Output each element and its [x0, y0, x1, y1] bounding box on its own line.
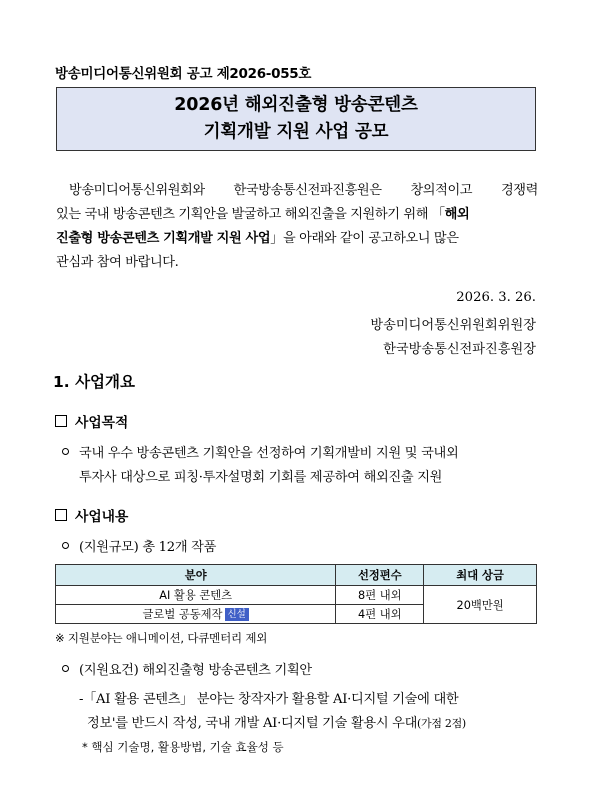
circle-bullet-icon: [62, 448, 69, 455]
program-name: 진출형 방송콘텐츠 기획개발 지원 사업: [56, 231, 271, 246]
signature-org-1: 방송미디어통신위원회위원장: [370, 318, 536, 333]
header-count: 선정편수: [336, 565, 424, 586]
title-box: [56, 87, 536, 151]
intro-bold: 해외: [444, 207, 470, 222]
support-table: [55, 564, 537, 624]
purpose-heading-label: 사업목적: [75, 415, 129, 431]
purpose-heading: [55, 411, 128, 431]
cell-field: AI 활용 콘텐츠: [56, 586, 336, 605]
scale-text: (지원규모) 총 12개 작품: [79, 540, 217, 555]
table-note: ※ 지원분야는 애니메이션, 다큐멘터리 제외: [55, 631, 268, 645]
header-prize: 최대 상금: [424, 565, 537, 586]
ai-text: 정보'를 반드시 작성, 국내 개발 AI·디지털 기술 활용시 우대: [87, 716, 418, 731]
purpose-line-2: 투자사 대상으로 피칭·투자설명회 기회를 제공하여 해외진출 지원: [79, 470, 443, 485]
intro-text: 있는 국내 방송콘텐츠 기획안을 발굴하고 해외진출을 지원하기 위해 「: [56, 207, 445, 222]
intro-text: 」을 아래와 같이 공고하오니 많은: [270, 231, 459, 246]
table-header-row: [56, 565, 537, 586]
section-heading: 1. 사업개요: [53, 373, 135, 391]
ai-detail: * 핵심 기술명, 활용방법, 기술 효율성 등: [82, 740, 284, 754]
purpose-text: 국내 우수 방송콘텐츠 기획안을 선정하여 기획개발비 지원 및 국내외: [79, 446, 459, 461]
cell-max-prize: 20백만원: [424, 586, 537, 624]
intro-line-1: [56, 179, 538, 198]
intro-line-3: [56, 227, 538, 246]
intro-word: 한국방송통신전파진흥원은: [233, 183, 382, 198]
signature-org-2: 한국방송통신전파진흥원장: [383, 342, 536, 357]
ai-line-2: [87, 712, 466, 731]
intro-line-2: [56, 203, 538, 222]
intro-word: 경쟁력: [500, 183, 538, 198]
content-heading-label: 사업내용: [75, 509, 129, 525]
notice-date: 2026. 3. 26.: [456, 290, 536, 305]
cell-field-label: 글로벌 공동제작: [142, 608, 223, 621]
new-badge: 신설: [225, 608, 249, 621]
requirement-text: (지원요건) 해외진출형 방송콘텐츠 기획안: [79, 663, 312, 678]
purpose-line-1: [62, 442, 458, 461]
ai-line-1: -「AI 활용 콘텐츠」 분야는 창작자가 활용할 AI·디지털 기술에 대한: [79, 692, 459, 707]
circle-bullet-icon: [62, 542, 69, 549]
scale-line: [62, 536, 216, 555]
notice-number: 방송미디어통신위원회 공고 제2026-055호: [55, 66, 312, 82]
intro-word: 방송미디어통신위원회와: [69, 183, 205, 198]
header-field: 분야: [56, 565, 336, 586]
square-bullet-icon: [55, 509, 67, 521]
table-row: [56, 586, 537, 605]
title-line-1: 2026년 해외진출형 방송콘텐츠: [174, 95, 418, 115]
title-line-2: 기획개발 지원 사업 공모: [203, 122, 389, 142]
circle-bullet-icon: [62, 665, 69, 672]
cell-count: 4편 내외: [336, 605, 424, 624]
content-heading: [55, 505, 128, 525]
intro-word: 창의적이고: [410, 183, 473, 198]
intro-line-4: 관심과 참여 바랍니다.: [56, 255, 179, 270]
requirement-line: [62, 659, 312, 678]
cell-field: [56, 605, 336, 624]
cell-count: 8편 내외: [336, 586, 424, 605]
ai-bonus: (가점 2점): [417, 717, 466, 730]
square-bullet-icon: [55, 415, 67, 427]
